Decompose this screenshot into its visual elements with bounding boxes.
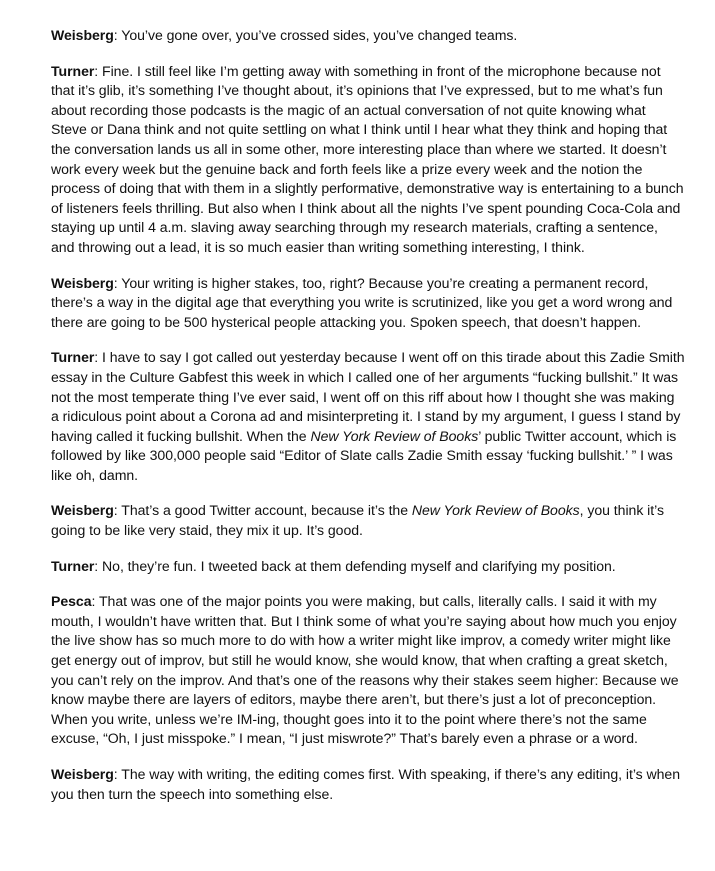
speech-text: : You’ve gone over, you’ve crossed sides, you’ve changed teams. <box>113 27 518 43</box>
transcript-paragraph <box>51 557 685 577</box>
speaker-name: Weisberg <box>51 27 114 43</box>
speech-text: : That was one of the major points you were making, but calls, literally calls. I said it with my mouth, I wouldn’t have written that. But I think some of what you’re saying about how much you enjoy the live show has so much more to do with how a writer might like improv, a comedy writer might like get energy out of improv, but still he would know, she would know, that when crafting a great sketch, you can’t rely on the improv. And that’s one of the reasons why their stakes seem higher: Because we know maybe there are layers of editors, maybe there aren’t, but there’s just a lot of preconception. When you write, unless we’re IM-ing, thought goes into it to the point where there’s not the same excuse, “Oh, I just misspoke.” I mean, “I just miswrote?” That’s barely even a phrase or a word. <box>51 593 679 747</box>
transcript-body <box>51 26 685 804</box>
speech-text: : That’s a good Twitter account, because it’s the <box>113 502 412 519</box>
transcript-paragraph <box>51 765 685 804</box>
speech-text: ’ public Twitter account, which is followed by like 300,000 people said “Editor of Slate calls Zadie Smith essay ‘fucking bullshit.’ ” I was like oh, damn. <box>51 427 677 483</box>
speech-text: : Your writing is higher stakes, too, right? Because you’re creating a permanent record, there’s a way in the digital age that everything you write is scrutinized, like you get a word wrong and there are going to be 500 hysterical people attacking you. Spoken speech, that doesn’t happen. <box>51 274 673 330</box>
transcript-paragraph <box>51 592 685 749</box>
transcript-paragraph <box>51 348 685 485</box>
speaker-name: Weisberg <box>51 274 114 291</box>
speech-text: : The way with writing, the editing comes first. With speaking, if there’s any editing, it’s when you then turn the speech into something else. <box>51 766 680 802</box>
transcript-paragraph <box>51 62 685 258</box>
speech-text: : No, they’re fun. I tweeted back at them defending myself and clarifying my position. <box>94 557 616 574</box>
speaker-name: Turner <box>51 557 95 574</box>
speaker-name: Weisberg <box>51 766 114 782</box>
italic-title-text: New York Review of Books <box>310 427 479 444</box>
transcript-paragraph <box>51 501 685 540</box>
speaker-name: Turner <box>51 62 95 79</box>
transcript-paragraph <box>51 26 685 46</box>
italic-title-text: New York Review of Books <box>411 502 580 519</box>
speech-text: : Fine. I still feel like I’m getting away with something in front of the microphone because not that it’s glib, it’s something I’ve thought about, it’s opinions that I’ve expressed, but to me what’s fun about recording those podcasts is the magic of an actual conversation of not quite knowing what Steve or Dana think and not quite settling on what I think until I hear what they think and hoping that the conversation lands us all in some other, more interesting place than where we started. It doesn’t work every week but the genuine back and forth feels like a prize every week and the notion the process of doing that with them in a slightly performative, demonstrative way is entertaining to a bunch of listeners feels thrilling. But also when I think about all the nights I’ve spent pounding Coca-Cola and staying up until 4 a.m. slaving away searching through my research materials, crafting a sentence, and throwing out a lead, it is so much easier than writing something interesting, I think. <box>51 62 684 255</box>
speaker-name: Weisberg <box>51 502 114 519</box>
transcript-paragraph <box>51 274 685 333</box>
speaker-name: Pesca <box>51 593 92 610</box>
speech-text: : I have to say I got called out yesterday because I went off on this tirade about this Zadie Smith essay in the Culture Gabfest this week in which I called one of her arguments “fucking bullshit.” It was not the most temperate thing I’ve ever said, I went off on this riff about how I thought she was making a ridiculous point about a Corona ad and misinterpreting it. I stand by my argument, I guess I stand by having called it fucking bullshit. When the <box>51 349 685 444</box>
speech-text: , you think it’s going to be like very staid, they mix it up. It’s good. <box>51 502 664 539</box>
speaker-name: Turner <box>51 349 95 366</box>
